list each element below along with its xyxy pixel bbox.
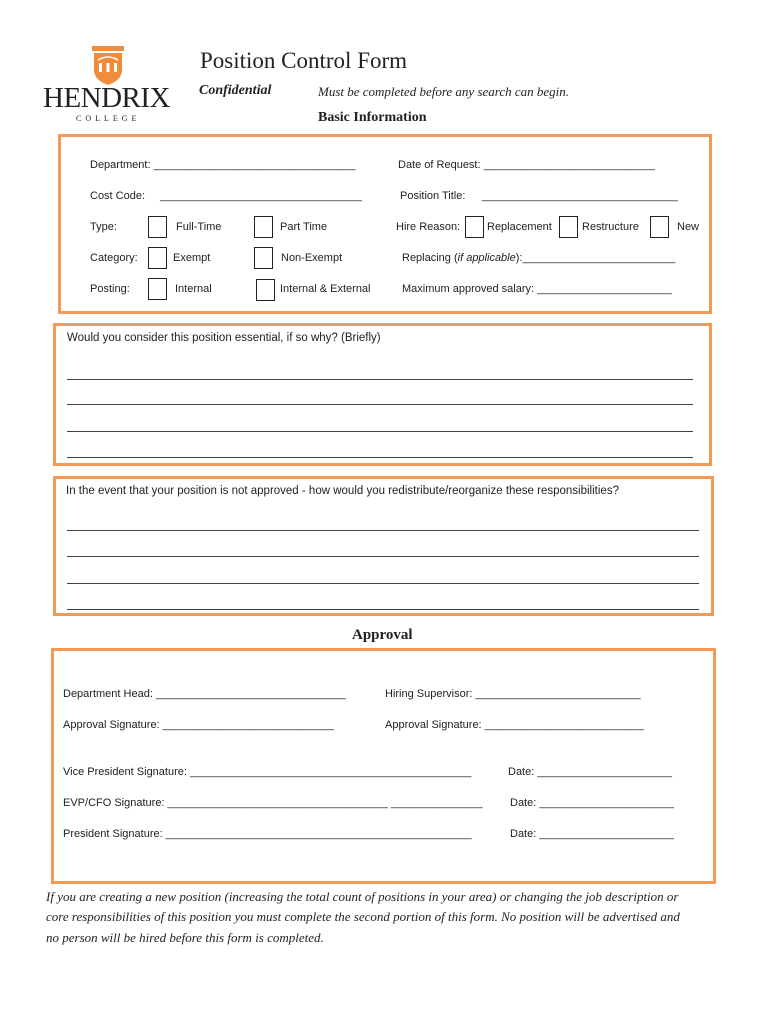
new-checkbox[interactable]	[650, 216, 669, 238]
internal-external-checkbox[interactable]	[256, 279, 275, 301]
restructure-checkbox[interactable]	[559, 216, 578, 238]
parttime-checkbox[interactable]	[254, 216, 273, 238]
replacing-prefix: Replacing (	[402, 252, 458, 264]
confidential-label: Confidential	[199, 83, 272, 98]
answer-line[interactable]	[67, 530, 699, 531]
replacement-checkbox[interactable]	[465, 216, 484, 238]
footer-note-line-2: core responsibilities of this position you must complete the second portion of this form. No position will be advertised and	[46, 909, 680, 924]
position-title-label: Position Title:	[400, 190, 466, 202]
category-label: Category:	[90, 252, 138, 264]
cost-code-field[interactable]: _________________________________	[160, 190, 362, 202]
answer-line[interactable]	[67, 431, 693, 432]
answer-line[interactable]	[67, 379, 693, 380]
logo-subtitle: COLLEGE	[76, 114, 141, 123]
nonexempt-checkbox[interactable]	[254, 247, 273, 269]
redistribute-answer-lines[interactable]	[67, 512, 699, 612]
restructure-label: Restructure	[582, 221, 639, 233]
approval-signature-2[interactable]: Approval Signature: __________________________	[385, 719, 644, 731]
vp-signature-field[interactable]: Vice President Signature: ______________________________________________	[63, 766, 472, 778]
answer-line[interactable]	[67, 609, 699, 610]
hire-reason-label: Hire Reason:	[396, 221, 461, 233]
fulltime-checkbox[interactable]	[148, 216, 167, 238]
logo-wordmark: HENDRIX	[43, 82, 170, 114]
parttime-label: Part Time	[280, 221, 328, 233]
president-signature-field[interactable]: President Signature: __________________________________________________	[63, 828, 472, 840]
evp-cfo-signature-field[interactable]: EVP/CFO Signature: ____________________________________ _______________	[63, 797, 483, 809]
page-title: Position Control Form	[200, 48, 408, 73]
answer-line[interactable]	[67, 404, 693, 405]
max-salary-field[interactable]: Maximum approved salary: ______________________	[402, 283, 672, 295]
footer-note-line-1: If you are creating a new position (increasing the total count of positions in your area) or changing the job description or	[46, 889, 679, 904]
vp-date-field[interactable]: Date: ______________________	[508, 766, 672, 778]
approval-signature-1[interactable]: Approval Signature: ____________________________	[63, 719, 334, 731]
answer-line[interactable]	[67, 583, 699, 584]
fulltime-label: Full-Time	[176, 221, 222, 233]
evp-date-field[interactable]: Date: ______________________	[510, 797, 674, 809]
hiring-supervisor-field[interactable]: Hiring Supervisor: ___________________________	[385, 688, 641, 700]
essential-question: Would you consider this position essential, if so why? (Briefly)	[67, 332, 381, 344]
date-of-request-field[interactable]: Date of Request: ____________________________	[398, 159, 655, 171]
essential-answer-lines[interactable]	[67, 360, 693, 460]
cost-code-label: Cost Code:	[90, 190, 146, 202]
department-head-field[interactable]: Department Head: _______________________________	[63, 688, 346, 700]
replacement-label: Replacement	[487, 221, 552, 233]
replacing-field[interactable]	[402, 252, 675, 264]
nonexempt-label: Non-Exempt	[281, 252, 343, 264]
internal-checkbox[interactable]	[148, 278, 167, 300]
redistribute-question: In the event that your position is not approved - how would you redistribute/reorganize these responsibilities?	[66, 485, 619, 497]
approval-heading: Approval	[352, 627, 413, 643]
replacing-suffix: ):_________________________	[515, 252, 676, 264]
department-field[interactable]: Department: _________________________________	[90, 159, 356, 171]
basic-information-heading: Basic Information	[318, 110, 427, 125]
crest-icon	[92, 46, 124, 86]
exempt-label: Exempt	[173, 252, 211, 264]
president-date-field[interactable]: Date: ______________________	[510, 828, 674, 840]
type-label: Type:	[90, 221, 117, 233]
footer-note-line-3: no person will be hired before this form is completed.	[46, 930, 324, 945]
exempt-checkbox[interactable]	[148, 247, 167, 269]
search-notice: Must be completed before any search can begin.	[318, 84, 570, 99]
posting-label: Posting:	[90, 283, 130, 295]
internal-external-label: Internal & External	[280, 283, 371, 295]
position-title-field[interactable]: ________________________________	[482, 190, 678, 202]
new-label: New	[677, 221, 700, 233]
replacing-italic: if applicable	[457, 252, 516, 264]
internal-label: Internal	[175, 283, 212, 295]
answer-line[interactable]	[67, 556, 699, 557]
answer-line[interactable]	[67, 457, 693, 458]
